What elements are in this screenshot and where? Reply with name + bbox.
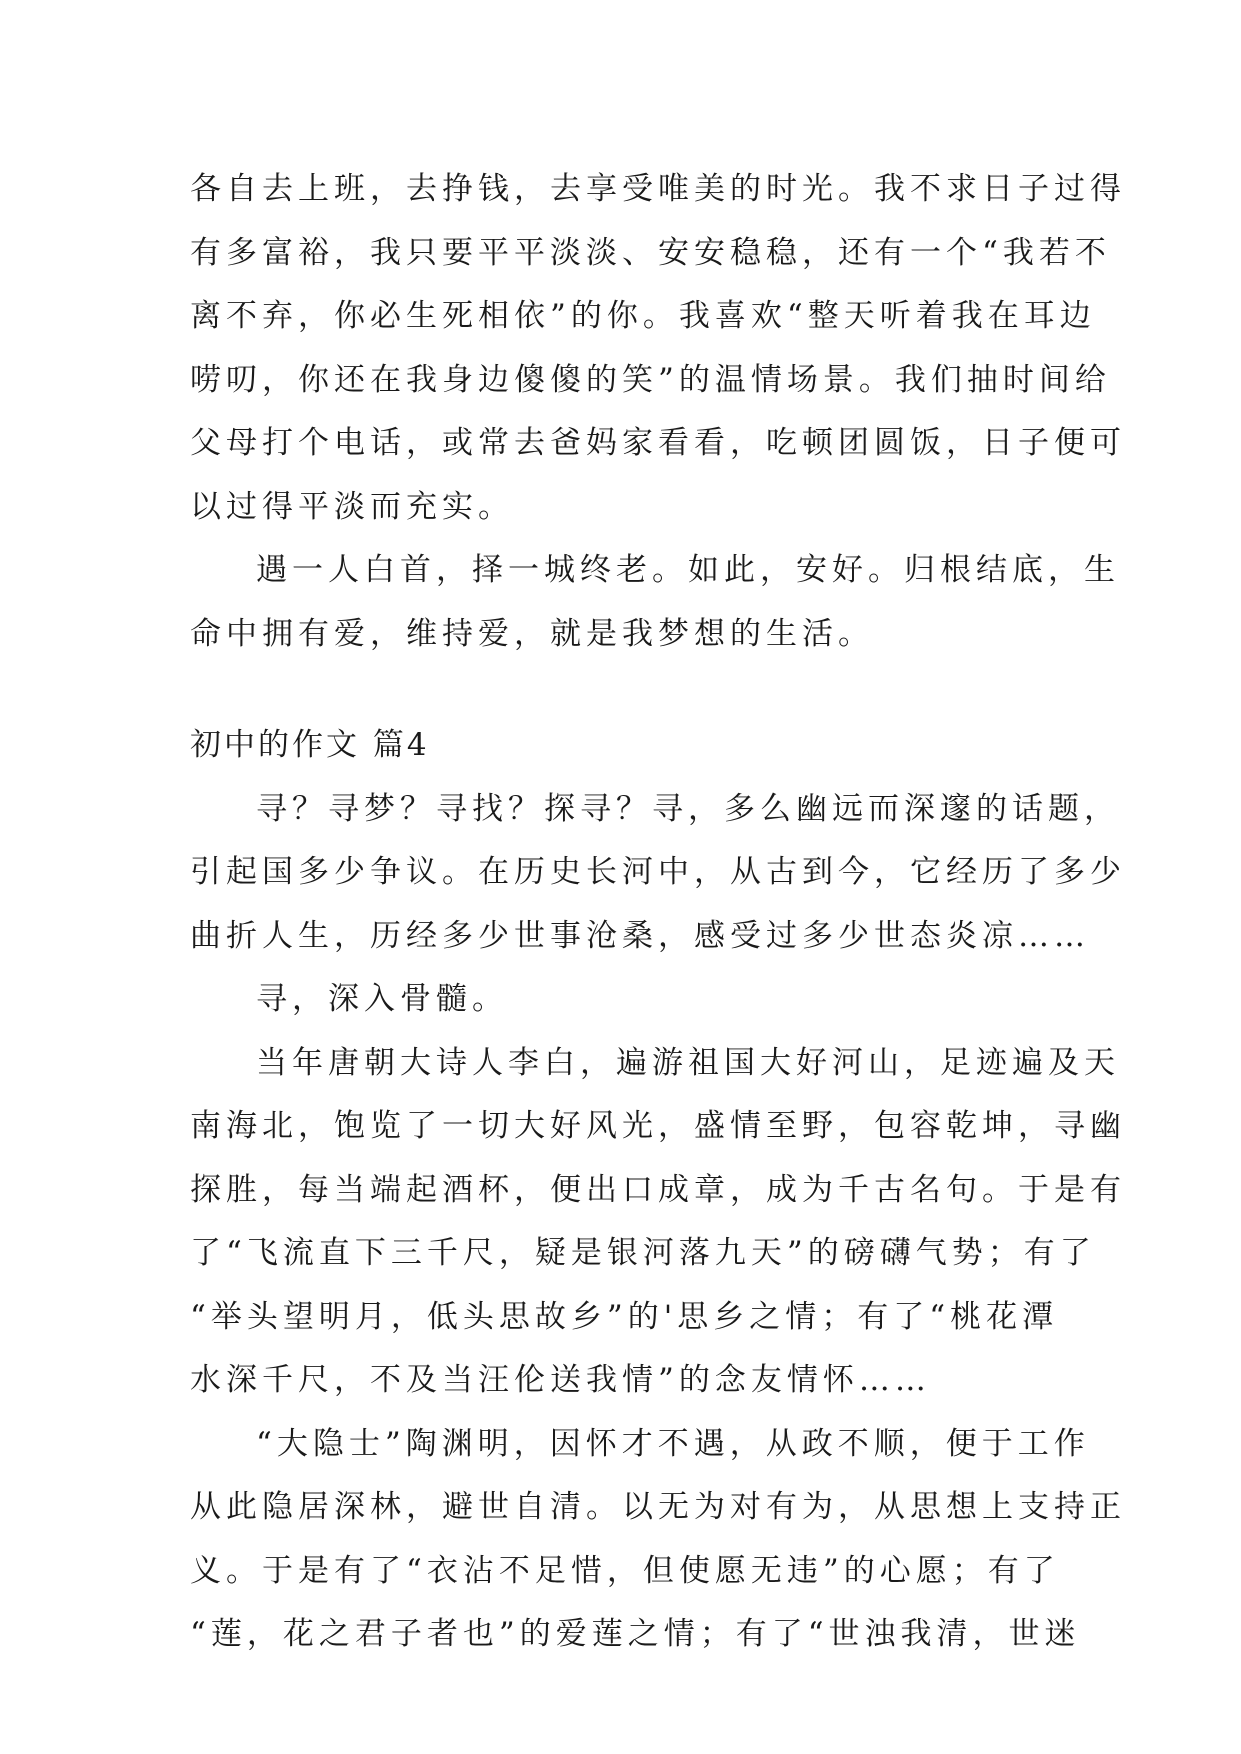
section-gap <box>190 666 1090 714</box>
text-line: 遇一人白首，择一城终老。如此，安好。归根结底，生 <box>256 552 1120 588</box>
text-line: 命中拥有爱，维持爱，就是我梦想的生活。 <box>190 615 874 652</box>
text-line: 寻，深入骨髓。 <box>256 981 508 1017</box>
text-line: 曲折人生，历经多少世事沧桑，感受过多少世态炎凉…… <box>190 917 1090 954</box>
paragraph-tao-yuanming <box>190 1413 1126 1667</box>
section-heading: 初中的作文 篇4 <box>190 727 430 763</box>
text-line: “举头望明月，低头思故乡”的'思乡之情；有了“桃花潭 <box>190 1298 1059 1335</box>
paragraph-intro <box>190 778 1126 969</box>
text-line: 以过得平淡而充实。 <box>190 488 514 525</box>
text-line: 引起国多少争议。在历史长河中，从古到今，它经历了多少 <box>190 854 1126 890</box>
text-line: 离不弃，你必生死相依”的你。我喜欢“整天听着我在耳边 <box>190 298 1096 334</box>
text-line: 各自去上班，去挣钱，去享受唯美的时光。我不求日子过得 <box>190 171 1126 207</box>
paragraph-conclusion <box>190 539 1120 666</box>
text-line: 义。于是有了“衣沾不足惜，但使愿无违”的心愿；有了 <box>190 1552 1060 1589</box>
paragraph-short <box>190 968 1090 1032</box>
text-line: 唠叨，你还在我身边傻傻的笑”的温情场景。我们抽时间给 <box>190 361 1111 398</box>
text-line: “莲，花之君子者也”的爱莲之情；有了“世浊我清，世迷 <box>190 1616 1081 1652</box>
text-line: 父母打个电话，或常去爸妈家看看，吃顿团圆饭，日子便可 <box>190 425 1126 461</box>
document-body <box>190 158 1126 1667</box>
text-line: 当年唐朝大诗人李白，遍游祖国大好河山，足迹遍及天 <box>256 1044 1120 1081</box>
paragraph-li-bai <box>190 1032 1126 1413</box>
text-line: 探胜，每当端起酒杯，便出口成章，成为千古名句。于是有 <box>190 1171 1126 1208</box>
text-line: 寻？寻梦？寻找？探寻？寻，多么幽远而深邃的话题， <box>256 790 1120 827</box>
text-line: 有多富裕，我只要平平淡淡、安安稳稳，还有一个“我若不 <box>190 234 1111 271</box>
text-line: “大隐士”陶渊明，因怀才不遇，从政不顺，便于工作 <box>256 1425 1090 1462</box>
text-line: 了“飞流直下三千尺，疑是银河落九天”的磅礴气势；有了 <box>190 1235 1096 1271</box>
text-line: 南海北，饱览了一切大好风光，盛情至野，包容乾坤，寻幽 <box>190 1108 1126 1144</box>
paragraph-continuation <box>190 158 1126 539</box>
text-line: 从此隐居深林，避世自清。以无为对有为，从思想上支持正 <box>190 1489 1126 1525</box>
text-line: 水深千尺，不及当汪伦送我情”的念友情怀…… <box>190 1362 931 1398</box>
